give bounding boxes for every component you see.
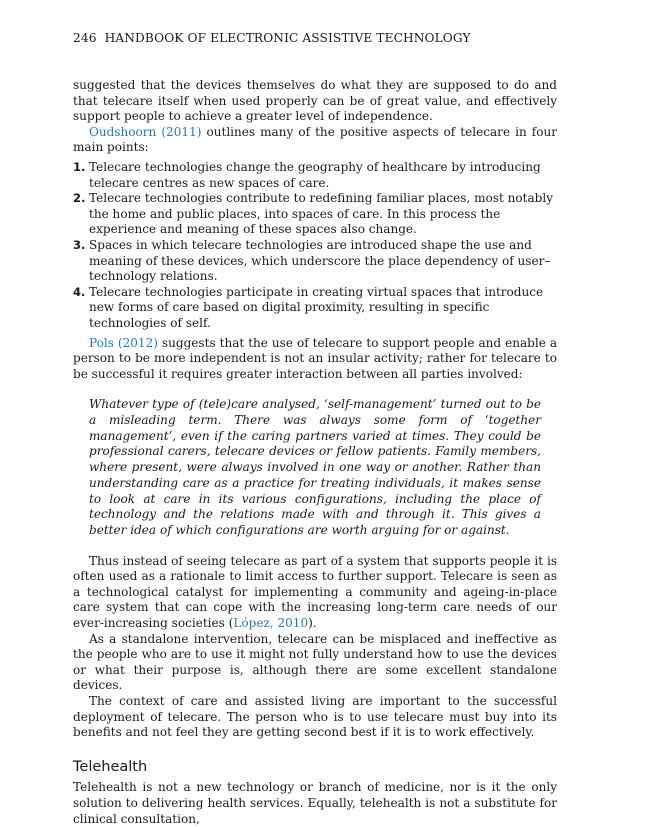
book-title: HANDBOOK OF ELECTRONIC ASSISTIVE TECHNOLOGY [104, 31, 471, 45]
page-number: 246 [73, 31, 97, 45]
list-number: 1. [73, 159, 86, 174]
citation-link[interactable]: Oudshoorn (2011) [89, 124, 202, 139]
section-heading: Telehealth [73, 758, 148, 775]
block-quote: Whatever type of (tele)care analysed, ‘self-management’ turned out to be a misleading term. There was always some form of ‘together management’, even if the caring partners varied at times. They could be professional carers, telecare devices or fellow patients. Family members, where present, were always involved in one way or another. Rather than understanding care as a practice for treating individuals, it makes sense to look at care in its various configurations, including the place of technology and the relations made with and through it. This gives a better idea of which configurations are worth arguing for or against. [89, 397, 541, 537]
paragraph-text-end: ). [308, 615, 317, 630]
list-number: 2. [73, 191, 86, 206]
paragraph-continuation: suggested that the devices themselves do what they are supposed to do and that telecare itself when used properly can be of great value, and effectively support people to achieve a greater level of independence. [73, 78, 557, 124]
paragraph-thus [73, 554, 557, 632]
list-item-text: Telecare technologies change the geography of healthcare by introducing telecare centres as new spaces of care. [89, 159, 541, 190]
list-item-text: Telecare technologies contribute to redefining familiar places, most notably the home and public places, into spaces of care. In this process the experience and meaning of these spaces also change. [89, 191, 554, 237]
list-item [73, 238, 557, 285]
paragraph-telehealth: Telehealth is not a new technology or branch of medicine, nor is it the only solution to delivering health services. Equally, telehealth is not a substitute for clinical consultation, [73, 780, 557, 826]
running-head [73, 31, 471, 45]
paragraph-text: Thus instead of seeing telecare as part of a system that supports people it is often used as a rationale to limit access to further support. Telecare is seen as a technological catalyst for implementing a community and ageing-in-place care system that can cope with the increasing long-term care needs of our ever-increasing societies ( [73, 553, 557, 630]
paragraph-pols [73, 336, 557, 383]
list-number: 3. [73, 237, 86, 252]
list-number: 4. [73, 284, 86, 299]
numbered-list [73, 160, 557, 332]
paragraph-context: The context of care and assisted living are important to the successful deployment of telecare. The person who is to use telecare must buy into its benefits and not feel they are getting second best if it is to work effectively. [73, 693, 557, 740]
list-item [73, 160, 557, 191]
list-item [73, 191, 557, 238]
citation-link[interactable]: López, 2010 [233, 615, 309, 630]
list-item [73, 285, 557, 332]
paragraph-oudshoorn [73, 125, 557, 156]
paragraph-standalone: As a standalone intervention, telecare can be misplaced and ineffective as the people who are to use it might not fully understand how to use the devices or what their purpose is, although there are some excellent standalone devices. [73, 631, 557, 693]
citation-link[interactable]: Pols (2012) [89, 335, 158, 350]
list-item-text: Spaces in which telecare technologies are introduced shape the use and meaning of these devices, which underscore the place dependency of user–technology relations. [89, 237, 551, 284]
paragraph-text: suggests that the use of telecare to support people and enable a person to be more independent is not an insular activity; rather for telecare to be successful it requires greater interaction between all parties involved: [73, 335, 557, 381]
paragraph-text: outlines many of the positive aspects of telecare in four main points: [73, 124, 557, 155]
body-text [73, 78, 557, 827]
list-item-text: Telecare technologies participate in creating virtual spaces that introduce new forms of care based on digital proximity, resulting in specific technologies of self. [89, 284, 544, 330]
